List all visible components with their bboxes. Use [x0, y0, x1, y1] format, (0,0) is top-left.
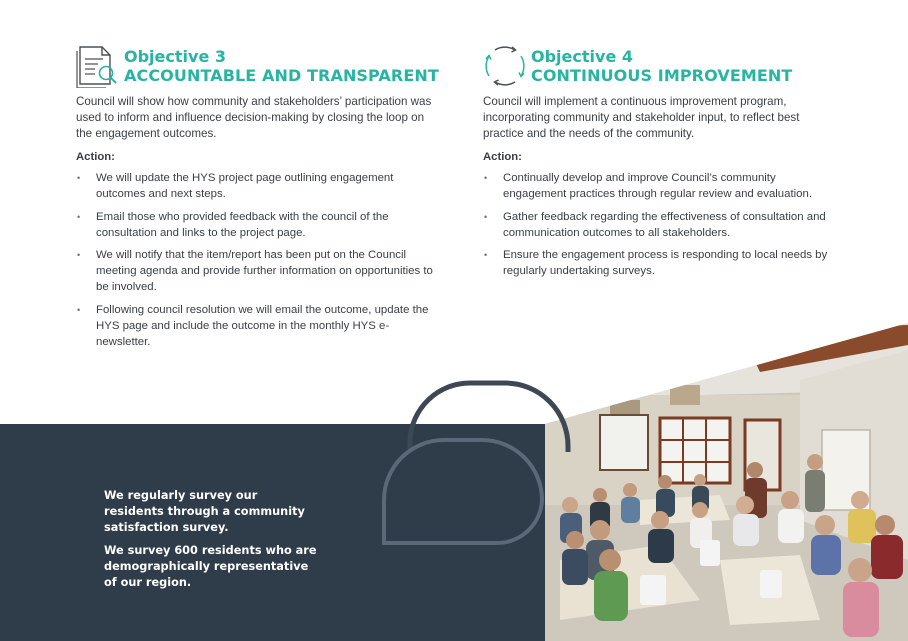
objective-3-title: ACCOUNTABLE AND TRANSPARENT: [124, 66, 439, 85]
action-item: • Email those who provided feedback with the council of the consultation and links to the project page.: [76, 209, 436, 241]
action-item: • Following council resolution we will email the outcome, update the HYS page and include the outcome in the monthly HYS e-newsletter.: [76, 302, 436, 350]
action-item: • Gather feedback regarding the effectiveness of consultation and communication outcomes to all stakeholders.: [483, 209, 833, 241]
survey-panel-text: [104, 488, 319, 597]
action-item: • Ensure the engagement process is responding to local needs by regularly undertaking surveys.: [483, 247, 833, 279]
objective-4-intro: Council will implement a continuous improvement program, incorporating community and stakeholder input, to reflect best practice and the needs of the community.: [483, 95, 800, 140]
objective-4-title: CONTINUOUS IMPROVEMENT: [531, 66, 793, 85]
objective-4-number: Objective 4: [531, 47, 633, 66]
objective-3-number: Objective 3: [124, 47, 226, 66]
survey-paragraph: We regularly survey our residents through a community satisfaction survey.: [104, 489, 305, 535]
action-item: • We will notify that the item/report has been put on the Council meeting agenda and provide further information on opportunities to be involved.: [76, 247, 436, 295]
objective-4-action-label: Action:: [483, 151, 522, 163]
survey-paragraph: We survey 600 residents who are demographically representative of our region.: [104, 543, 317, 590]
action-item: • We will update the HYS project page outlining engagement outcomes and next steps.: [76, 170, 436, 202]
objective-3-action-label: Action:: [76, 151, 115, 163]
action-item: • Continually develop and improve Council’s community engagement practices through regular review and evaluation.: [483, 170, 833, 202]
objective-3-intro: Council will show how community and stakeholders’ participation was used to inform and influence decision-making by closing the loop on the engagement outcomes.: [76, 95, 432, 140]
